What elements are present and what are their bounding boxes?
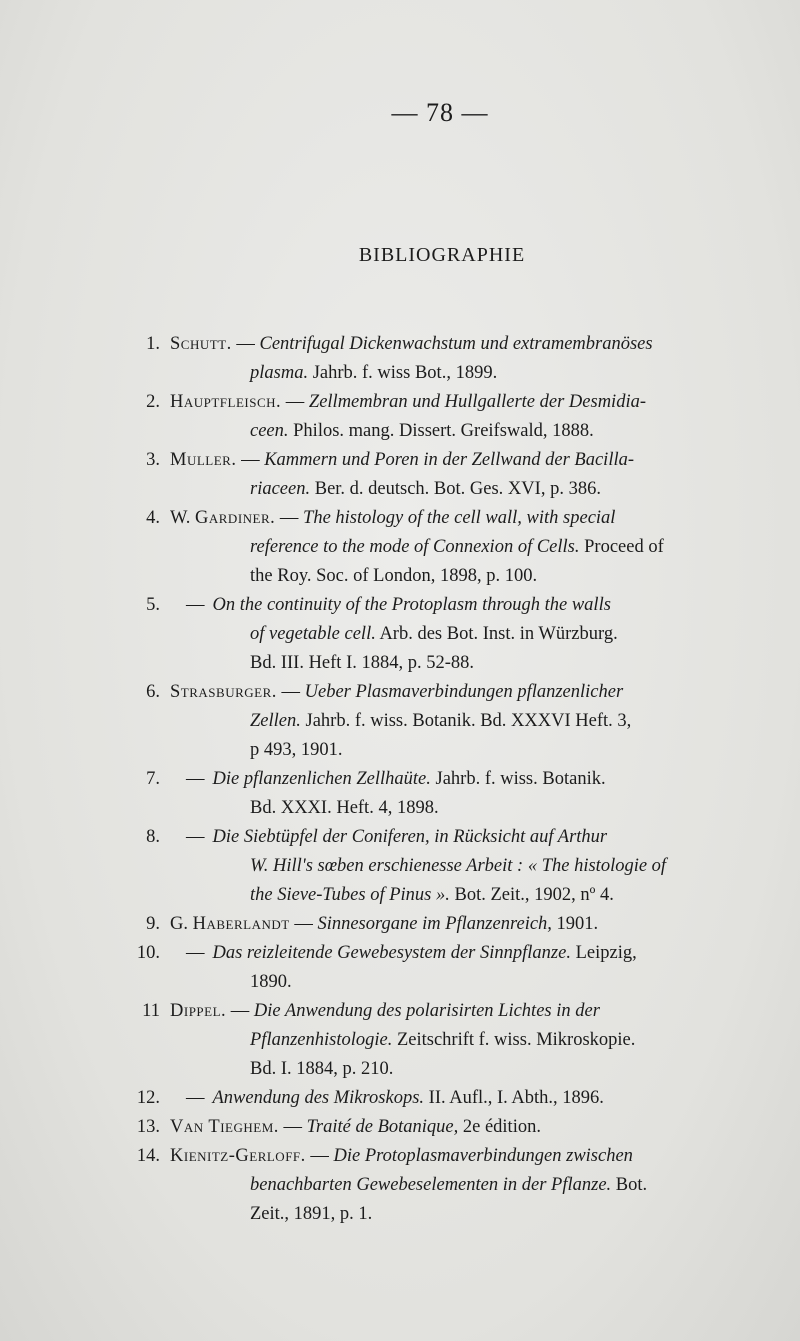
entry-line	[170, 1171, 760, 1200]
entry-text: 1901.	[551, 914, 599, 934]
entry-body	[170, 591, 760, 678]
entry-text: Zeitschrift f. wiss. Mikroskopie.	[392, 1030, 636, 1050]
entry-text: Leipzig,	[570, 943, 637, 963]
entry-number: 8.	[146, 827, 160, 847]
bibliography-entry	[120, 1113, 760, 1142]
bibliography-entry	[120, 1084, 760, 1113]
entry-title: benachbarten Gewebeselementen in der Pflanze.	[250, 1175, 612, 1195]
entry-number: 4.	[146, 508, 160, 528]
entry-line	[170, 997, 760, 1026]
entry-body	[170, 1142, 760, 1229]
entry-line	[170, 533, 760, 562]
entry-line	[170, 1084, 760, 1113]
entry-body	[170, 997, 760, 1084]
bibliography-entry	[120, 678, 760, 765]
entry-line	[170, 968, 760, 997]
page-number: — 78 —	[391, 98, 489, 127]
entry-line	[170, 475, 760, 504]
entry-line	[170, 446, 760, 475]
entry-author: Muller.	[170, 450, 237, 470]
entry-body	[170, 330, 760, 388]
entry-text: 2e édition.	[458, 1117, 541, 1137]
entry-text: II. Aufl., I. Abth., 1896.	[424, 1088, 604, 1108]
entry-author: Gardiner.	[195, 508, 276, 528]
entry-author: Schutt.	[170, 334, 232, 354]
entry-author: Hauptfleisch.	[170, 392, 282, 412]
entry-title: Die Protoplasmaverbindungen zwischen	[333, 1146, 633, 1166]
entry-text: Philos. mang. Dissert. Greifswald, 1888.	[288, 421, 594, 441]
bibliography-entry	[120, 823, 760, 910]
entry-line	[170, 910, 760, 939]
entry-body	[170, 1113, 760, 1142]
entry-line	[170, 939, 760, 968]
entry-title: Traité de Botanique,	[306, 1117, 459, 1137]
entry-text: Bd. I. 1884, p. 210.	[250, 1059, 394, 1079]
bibliography-entry	[120, 1142, 760, 1229]
entry-title: The histology of the cell wall, with special	[303, 508, 616, 528]
entry-text: —	[231, 334, 260, 354]
entry-text: —	[281, 392, 309, 412]
bibliography-entry	[120, 997, 760, 1084]
entry-title: the Sieve-Tubes of Pinus ».	[250, 885, 450, 905]
entry-text: Jahrb. f. wiss. Botanik. Bd. XXXVI Heft. 3,	[300, 711, 632, 731]
entry-body	[170, 504, 760, 591]
entry-title: On the continuity of the Protoplasm through the walls	[212, 595, 611, 615]
entry-line	[170, 678, 760, 707]
entry-author: Haberlandt	[192, 914, 290, 934]
entry-line	[170, 1113, 760, 1142]
entry-text: —	[278, 1117, 307, 1137]
entry-line	[170, 852, 760, 881]
entry-number: 14.	[136, 1146, 160, 1166]
entry-text: the Roy. Soc. of London, 1898, p. 100.	[250, 566, 538, 586]
entry-body	[170, 765, 760, 823]
ditto-dash: —	[186, 943, 205, 963]
entry-number: 9.	[146, 914, 160, 934]
entry-body	[170, 446, 760, 504]
entry-title: Ueber Plasmaverbindungen pflanzenlicher	[304, 682, 624, 702]
entry-body	[170, 939, 760, 997]
entry-title: riaceen.	[250, 479, 311, 499]
entry-title: Sinnesorgane im Pflanzenreich,	[317, 914, 552, 934]
entry-title: Die Anwendung des polarisirten Lichtes in der	[253, 1001, 600, 1021]
entry-text: —	[226, 1001, 254, 1021]
entry-number: 5.	[146, 595, 160, 615]
entry-line	[170, 504, 760, 533]
entry-line	[170, 1026, 760, 1055]
entry-title: Anwendung des Mikroskops.	[212, 1088, 425, 1108]
entry-number: 12.	[136, 1088, 160, 1108]
entry-title: Kammern und Poren in der Zellwand der Bacilla-	[264, 450, 635, 470]
bibliography-entry	[120, 388, 760, 446]
entry-text: Arb. des Bot. Inst. in Würzburg.	[375, 624, 618, 644]
entry-text: p 493, 1901.	[250, 740, 343, 760]
entry-author: Kienitz-Gerloff.	[170, 1146, 306, 1166]
entry-number: 13.	[136, 1117, 160, 1137]
entry-line	[170, 591, 760, 620]
entry-title: Centrifugal Dickenwachstum und extramembranöses	[259, 334, 653, 354]
entry-text: Jahrb. f. wiss. Botanik.	[430, 769, 606, 789]
entry-text: —	[236, 450, 265, 470]
entry-text: —	[305, 1146, 334, 1166]
entry-body	[170, 388, 760, 446]
entry-line	[170, 1142, 760, 1171]
entry-title: W. Hill's sœben erschienesse Arbeit : « The histologie of	[250, 856, 667, 876]
entry-title: of vegetable cell.	[250, 624, 376, 644]
entry-text: Bd. III. Heft I. 1884, p. 52-88.	[250, 653, 475, 673]
entry-line	[170, 330, 760, 359]
entry-text: Jahrb. f. wiss Bot., 1899.	[308, 363, 498, 383]
entry-line	[170, 1200, 760, 1229]
entry-number: 6.	[146, 682, 160, 702]
entry-line	[170, 765, 760, 794]
bibliography-entry	[120, 910, 760, 939]
entry-line	[170, 881, 760, 910]
entry-text: —	[275, 508, 304, 528]
entry-line	[170, 417, 760, 446]
entry-author: Van Tieghem.	[170, 1117, 279, 1137]
entry-title: reference to the mode of Connexion of Cells.	[250, 537, 580, 557]
entry-line	[170, 562, 760, 591]
entry-number: 10.	[136, 943, 160, 963]
entry-text: —	[289, 914, 318, 934]
entry-line	[170, 823, 760, 852]
section-heading: BIBLIOGRAPHIE	[358, 244, 526, 266]
entry-text: Bot. Zeit., 1902, nº 4.	[449, 885, 614, 905]
entry-line	[170, 388, 760, 417]
entry-title: Pflanzenhistologie.	[250, 1030, 393, 1050]
entry-text: Bot.	[611, 1175, 648, 1195]
entry-number: 7.	[146, 769, 160, 789]
bibliography-entry	[120, 330, 760, 388]
entry-number: 11	[142, 1001, 160, 1021]
bibliography-entry	[120, 939, 760, 997]
entry-body	[170, 1084, 760, 1113]
entry-author: Strasburger.	[170, 682, 277, 702]
entry-number: 2.	[146, 392, 160, 412]
bibliography-list	[120, 330, 760, 1229]
entry-text: Proceed of	[579, 537, 664, 557]
bibliography-entry	[120, 446, 760, 504]
entry-title: Zellen.	[250, 711, 301, 731]
entry-text: Zeit., 1891, p. 1.	[250, 1204, 373, 1224]
entry-text: Ber. d. deutsch. Bot. Ges. XVI, p. 386.	[310, 479, 601, 499]
entry-line	[170, 649, 760, 678]
entry-author: Dippel.	[170, 1001, 227, 1021]
entry-number: 1.	[146, 334, 160, 354]
entry-text: —	[276, 682, 305, 702]
entry-title: Zellmembran und Hullgallerte der Desmidia-	[308, 392, 646, 412]
ditto-dash: —	[186, 1088, 205, 1108]
entry-body	[170, 910, 760, 939]
entry-body	[170, 678, 760, 765]
entry-line	[170, 1055, 760, 1084]
entry-number: 3.	[146, 450, 160, 470]
entry-line	[170, 620, 760, 649]
entry-title: Das reizleitende Gewebesystem der Sinnpflanze.	[212, 943, 571, 963]
entry-title: Die pflanzenlichen Zellhaüte.	[212, 769, 431, 789]
entry-title: ceen.	[250, 421, 289, 441]
entry-line	[170, 707, 760, 736]
entry-text: G.	[170, 914, 193, 934]
entry-line	[170, 359, 760, 388]
entry-text: Bd. XXXI. Heft. 4, 1898.	[250, 798, 439, 818]
ditto-dash: —	[186, 595, 205, 615]
entry-title: Die Siebtüpfel der Coniferen, in Rücksicht auf Arthur	[212, 827, 608, 847]
entry-text: W.	[170, 508, 196, 528]
bibliography-entry	[120, 504, 760, 591]
entry-body	[170, 823, 760, 910]
entry-title: plasma.	[250, 363, 309, 383]
bibliography-entry	[120, 591, 760, 678]
entry-line	[170, 794, 760, 823]
entry-line	[170, 736, 760, 765]
ditto-dash: —	[186, 769, 205, 789]
entry-text: 1890.	[250, 972, 292, 992]
ditto-dash: —	[186, 827, 205, 847]
bibliography-entry	[120, 765, 760, 823]
